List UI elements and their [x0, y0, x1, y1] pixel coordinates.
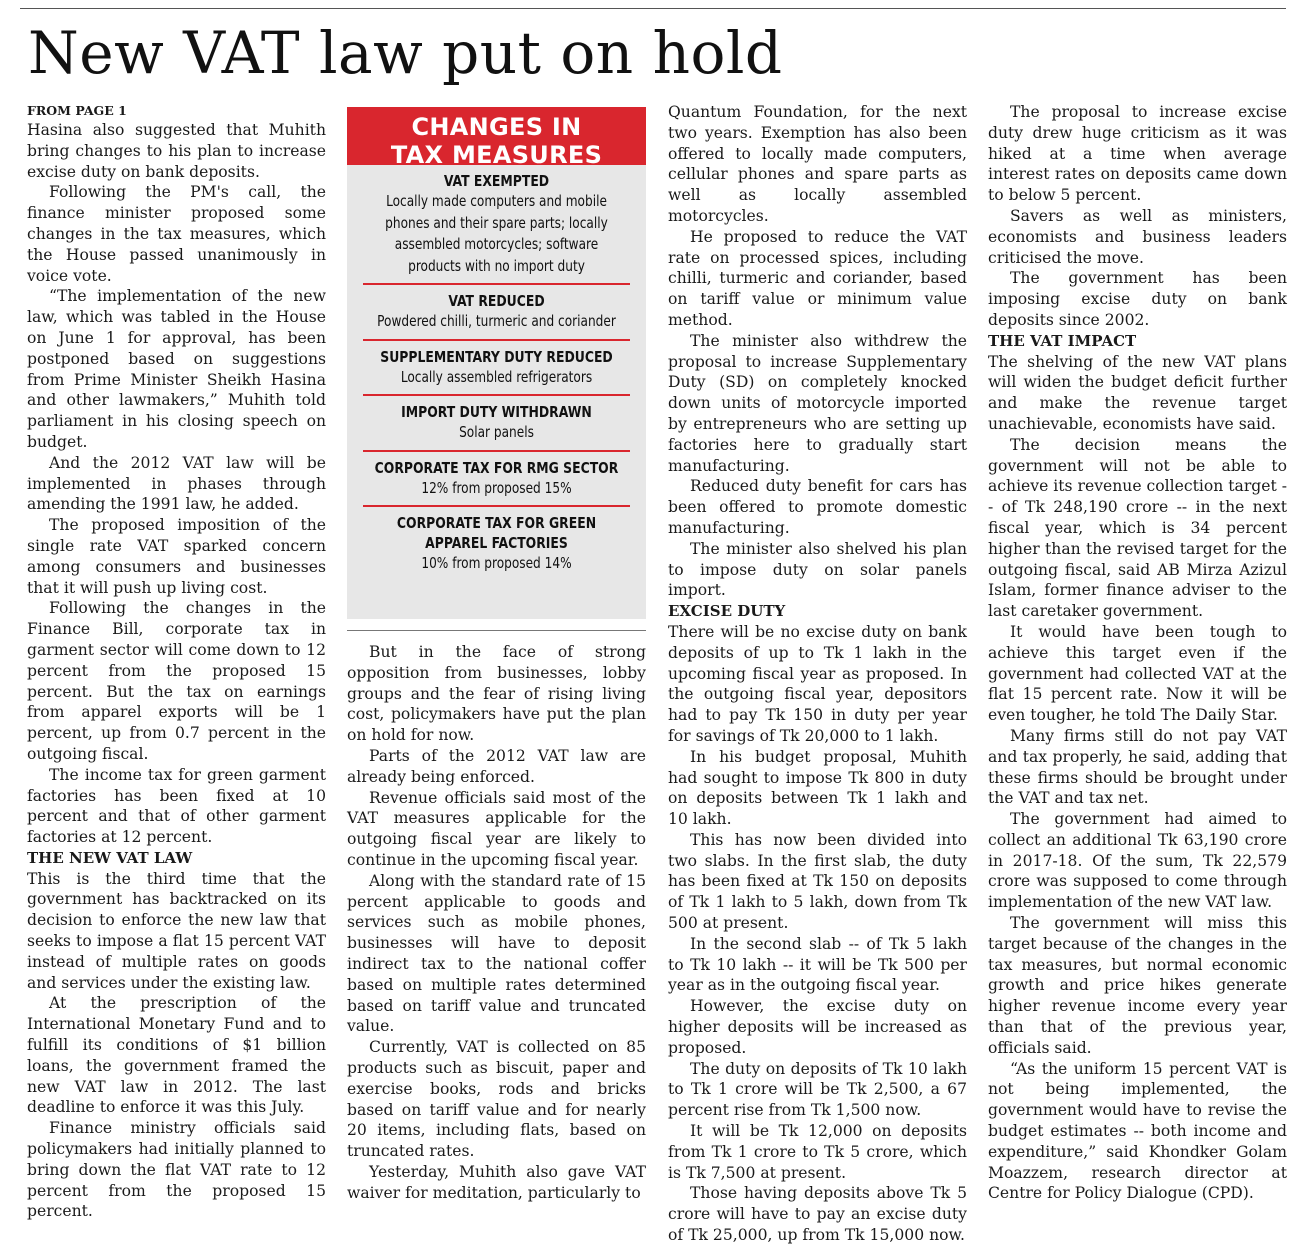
column-4 — [988, 102, 1287, 1204]
section-body: Solar panels — [459, 423, 534, 441]
kicker: FROM PAGE 1 — [27, 103, 127, 118]
paragraph: But in the face of strong opposition from businesses, lobby groups and the fear of rising living cost, policymakers have put the plan on hold for now. — [347, 643, 646, 745]
sidebar-section — [363, 507, 630, 581]
section-body: Locally assembled refrigerators — [400, 367, 593, 386]
subhead: THE VAT IMPACT — [988, 331, 1137, 350]
paragraph: Those having deposits above Tk 5 crore will have to pay an excise duty of Tk 25,000, up from Tk 15,000 now. — [668, 1184, 967, 1245]
section-body: 10% from proposed 14% — [421, 554, 572, 572]
column-1 — [27, 102, 326, 1222]
paragraph: The minister also withdrew the proposal to increase Supplementary Duty (SD) on completely knocked down units of motorcycle imported by entrepreneurs who are setting up factories here to gradually start manufacturing. — [668, 331, 967, 475]
paragraph: This has now been divided into two slabs. In the first slab, the duty has been fixed at Tk 150 on deposits of Tk 1 lakh to 5 lakh, down from Tk 500 at present. — [668, 830, 967, 933]
paragraph: He proposed to reduce the VAT rate on processed spices, including chilli, turmeric and coriander, based on tariff value or minimum value method. — [668, 227, 967, 329]
paragraph: Revenue officials said most of the VAT measures applicable for the outgoing fiscal year are likely to continue in the upcoming fiscal year. — [347, 788, 646, 869]
paragraph: Following the changes in the Finance Bill, corporate tax in garment sector will come down to 12 percent from the proposed 15 percent. But the tax on earnings from apparel exports will be 1 percent, up from 0.7 percent in the outgoing fiscal. — [27, 599, 326, 763]
paragraph: Many firms still do not pay VAT and tax properly, he said, adding that these firms should be brought under the VAT and tax net. — [988, 726, 1287, 808]
paragraph: Following the PM's call, the finance minister proposed some changes in the tax measures, which the House passed unanimously in voice vote. — [27, 183, 326, 285]
section-heading: IMPORT DUTY WITHDRAWN — [401, 403, 592, 421]
paragraph: The proposal to increase excise duty drew huge criticism as it was hiked at a time when average interest rates on deposits came down to below 5 percent. — [988, 103, 1287, 205]
section-body: 12% from proposed 15% — [421, 478, 572, 497]
paragraph: The decision means the government will not be able to achieve its revenue collection target -- of Tk 248,190 crore -- in the next fiscal year, which is 34 percent higher than the revised target for the outgoing fiscal, said AB Mirza Azizul Islam, former finance adviser to the last caretaker government. — [988, 435, 1287, 621]
sidebar-section — [363, 452, 630, 508]
paragraph: The income tax for green garment factories has been fixed at 10 percent and that of other garment factories at 12 percent. — [27, 765, 326, 847]
tax-measures-sidebar — [347, 107, 646, 619]
column-2 — [347, 642, 646, 1204]
paragraph: Reduced duty benefit for cars has been offered to promote domestic manufacturing. — [668, 477, 967, 537]
paragraph: And the 2012 VAT law will be implemented in phases through amending the 1991 law, he added. — [27, 453, 326, 514]
top-rule — [20, 8, 1286, 9]
sidebar-separator — [347, 630, 646, 631]
paragraph: Savers as well as ministers, economists and business leaders criticised the move. — [988, 206, 1287, 267]
sidebar-title-line1: CHANGES IN — [411, 113, 582, 141]
paragraph: The proposed imposition of the single rate VAT sparked concern among consumers and businesses that it will push up living cost. — [27, 516, 326, 597]
section-heading: CORPORATE TAX FOR RMG SECTOR — [374, 458, 619, 477]
subhead: EXCISE DUTY — [668, 602, 786, 621]
sidebar-section — [363, 396, 630, 452]
sidebar-section — [363, 165, 630, 285]
section-heading: VAT EXEMPTED — [443, 172, 550, 190]
sidebar-section — [363, 341, 630, 397]
paragraph: “The implementation of the new law, which was tabled in the House on June 1 for approval, has been postponed based on suggestions from Prime Minister Sheikh Hasina and other lawmakers,” Muhith told parliament in his closing speech on budget. — [27, 287, 326, 451]
paragraph: The government will miss this target because of the changes in the tax measures, but normal economic growth and price hikes generate higher revenue income every year than that of the previous year, officials said. — [988, 914, 1287, 1057]
section-body: Locally made computers and mobile phones and their spare parts; locally assembled motorcycles; software products with no import duty — [385, 192, 608, 275]
paragraph: It will be Tk 12,000 on deposits from Tk 1 crore to Tk 5 crore, which is Tk 7,500 at present. — [668, 1122, 967, 1182]
paragraph: Hasina also suggested that Muhith bring changes to his plan to increase excise duty on bank deposits. — [27, 121, 326, 181]
subhead: THE NEW VAT LAW — [27, 848, 193, 867]
paragraph: The shelving of the new VAT plans will widen the budget deficit further and make the revenue target unachievable, economists have said. — [988, 352, 1287, 433]
paragraph: At the prescription of the International Monetary Fund and to fulfill its conditions of $1 billion loans, the government framed the new VAT law in 2012. The last deadline to enforce it was this July. — [27, 994, 326, 1117]
sidebar-section — [363, 285, 630, 341]
section-heading: SUPPLEMENTARY DUTY REDUCED — [380, 347, 613, 366]
paragraph: Parts of the 2012 VAT law are already being enforced. — [347, 746, 646, 786]
paragraph: It would have been tough to achieve this target even if the government had collected VAT at the flat 15 percent rate. Now it will be even tougher, he told The Daily Star. — [988, 622, 1287, 725]
paragraph: However, the excise duty on higher deposits will be increased as proposed. — [668, 997, 967, 1057]
paragraph: The duty on deposits of Tk 10 lakh to Tk 1 crore will be Tk 2,500, a 67 percent rise from Tk 1,500 now. — [668, 1059, 967, 1120]
paragraph: Along with the standard rate of 15 percent applicable to goods and services such as mobile phones, businesses will have to deposit indirect tax to the national coffer based on multiple rates determined based on tariff value and truncated value. — [347, 871, 646, 1036]
paragraph: “As the uniform 15 percent VAT is not being implemented, the government would have to revise the budget estimates -- both income and expenditure,” said Khondker Golam Moazzem, research director at Centre for Policy Dialogue (CPD). — [988, 1059, 1287, 1203]
section-body: Powdered chilli, turmeric and coriander — [377, 312, 616, 330]
headline: New VAT law put on hold — [28, 19, 783, 87]
paragraph: Currently, VAT is collected on 85 products such as biscuit, paper and exercise books, rods and bricks based on tariff value and for nearly 20 items, including flats, based on truncated rates. — [347, 1038, 646, 1161]
paragraph: Finance ministry officials said policymakers had initially planned to bring down the flat VAT rate to 12 percent from the proposed 15 percent. — [27, 1119, 326, 1221]
paragraph: There will be no excise duty on bank deposits of up to Tk 1 lakh in the upcoming fiscal year as proposed. In the outgoing fiscal year, depositors had to pay Tk 150 in duty per year for savings of Tk 20,000 to 1 lakh. — [668, 622, 967, 745]
paragraph: Yesterday, Muhith also gave VAT waiver for meditation, particularly to — [347, 1162, 646, 1202]
sidebar-title — [347, 107, 646, 169]
paragraph: This is the third time that the government has backtracked on its decision to enforce the new law that seeks to impose a flat 15 percent VAT instead of multiple rates on goods and services under the existing law. — [27, 869, 326, 992]
section-heading: CORPORATE TAX FOR GREEN APPAREL FACTORIES — [396, 514, 597, 552]
paragraph: In the second slab -- of Tk 5 lakh to Tk 10 lakh -- it will be Tk 500 per year as in the outgoing fiscal year. — [668, 934, 967, 995]
paragraph: Quantum Foundation, for the next two years. Exemption has also been offered to locally made computers, cellular phones and spare parts as well as locally assembled motorcycles. — [668, 103, 967, 225]
sidebar-title-line2: TAX MEASURES — [390, 141, 603, 169]
paragraph: The government has been imposing excise duty on bank deposits since 2002. — [988, 269, 1287, 329]
section-heading: VAT REDUCED — [448, 292, 545, 310]
column-3 — [668, 102, 967, 1246]
paragraph: In his budget proposal, Muhith had sought to impose Tk 800 in duty on deposits between Tk 1 lakh and 10 lakh. — [668, 747, 967, 829]
paragraph: The minister also shelved his plan to impose duty on solar panels import. — [668, 539, 967, 600]
paragraph: The government had aimed to collect an additional Tk 63,190 crore in 2017-18. Of the sum, Tk 22,579 crore was supposed to come through implementation of the new VAT law. — [988, 810, 1287, 912]
